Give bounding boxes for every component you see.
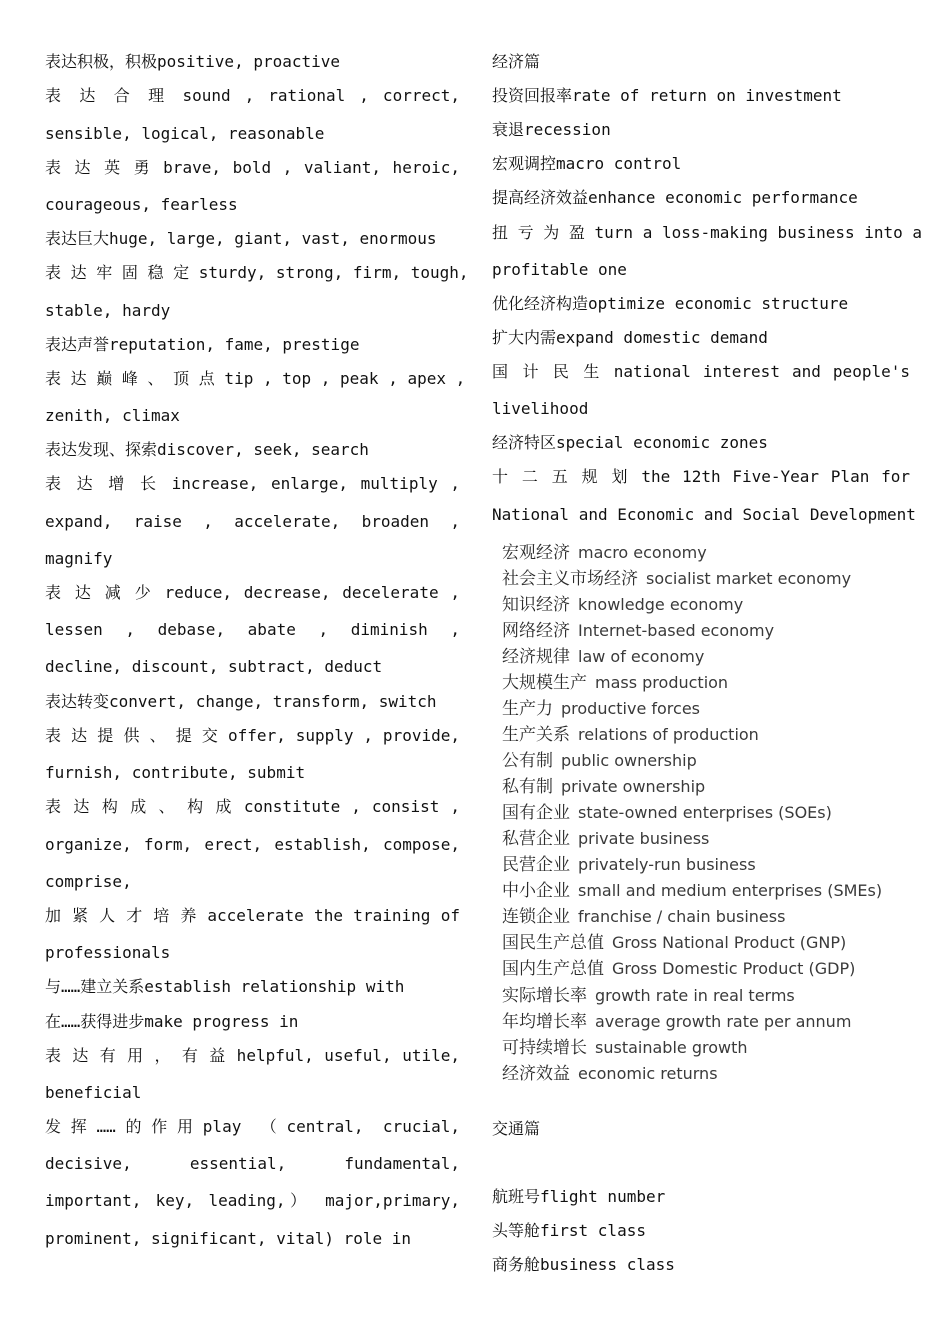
glossary-term-en: Gross National Product (GNP)	[612, 933, 847, 952]
text-line: prominent, significant, vital) role in	[45, 1229, 412, 1248]
text-line: 表 达 提 供 、 提 交 offer, supply , provide,	[45, 726, 460, 745]
glossary-term-zh: 私营企业	[502, 829, 570, 849]
glossary-term-en: mass production	[595, 673, 729, 692]
glossary-row	[502, 750, 697, 772]
text-line: zenith, climax	[45, 406, 180, 425]
glossary-row	[502, 1037, 747, 1059]
glossary-row	[502, 672, 728, 694]
glossary-term-en: macro economy	[578, 543, 707, 562]
glossary-term-zh: 民营企业	[502, 855, 570, 875]
text-line: 表达积极，积极positive, proactive	[45, 52, 341, 71]
text-line: 国 计 民 生 national interest and people's	[492, 362, 910, 381]
text-line: 表 达 构 成 、 构 成 constitute , consist ,	[45, 797, 460, 816]
glossary-term-en: knowledge economy	[578, 595, 744, 614]
text-line: 经济特区special economic zones	[492, 433, 768, 452]
text-line: 宏观调控macro control	[492, 154, 682, 173]
glossary-term-zh: 实际增长率	[502, 986, 587, 1006]
section-heading: 经济篇	[492, 52, 541, 71]
glossary-row	[502, 802, 832, 824]
text-line: professionals	[45, 943, 171, 962]
glossary-term-en: sustainable growth	[595, 1038, 748, 1057]
text-line: lessen , debase, abate , diminish ,	[45, 620, 460, 639]
text-line: comprise,	[45, 872, 132, 891]
glossary-term-en: private business	[578, 829, 710, 848]
text-line: stable, hardy	[45, 301, 171, 320]
glossary-term-zh: 国民生产总值	[502, 933, 604, 953]
glossary-term-zh: 中小企业	[502, 881, 570, 901]
text-line: 表达巨大huge, large, giant, vast, enormous	[45, 229, 437, 248]
glossary-row	[502, 985, 795, 1007]
text-line: 表 达 巅 峰 、 顶 点 tip , top , peak , apex ,	[45, 369, 466, 388]
glossary-term-en: relations of production	[578, 725, 759, 744]
glossary-row	[502, 646, 704, 668]
text-line: 发挥……的作用play （central, crucial,	[45, 1117, 460, 1136]
glossary-term-en: socialist market economy	[646, 569, 852, 588]
section-heading: 交通篇	[492, 1119, 541, 1138]
glossary-row	[502, 542, 707, 564]
glossary-term-en: economic returns	[578, 1064, 718, 1083]
glossary-row	[502, 594, 743, 616]
glossary-row	[502, 1063, 718, 1085]
text-line: 投资回报率rate of return on investment	[492, 86, 842, 105]
text-line: decline, discount, subtract, deduct	[45, 657, 383, 676]
glossary-term-zh: 宏观经济	[502, 543, 570, 563]
text-line: 商务舱business class	[492, 1255, 675, 1274]
glossary-row	[502, 724, 759, 746]
glossary-term-zh: 知识经济	[502, 595, 570, 615]
glossary-term-zh: 国有企业	[502, 803, 570, 823]
text-line: 优化经济构造optimize economic structure	[492, 294, 849, 313]
glossary-term-en: franchise / chain business	[578, 907, 786, 926]
glossary-term-en: law of economy	[578, 647, 705, 666]
text-line: 十 二 五 规 划 the 12th Five-Year Plan for	[492, 467, 910, 486]
glossary-term-en: Internet-based economy	[578, 621, 775, 640]
text-line: courageous, fearless	[45, 195, 238, 214]
glossary-term-en: growth rate in real terms	[595, 986, 795, 1005]
text-line: 表 达 增 长 increase, enlarge, multiply ,	[45, 474, 460, 493]
glossary-term-en: public ownership	[561, 751, 697, 770]
text-line: National and Economic and Social Development	[492, 505, 916, 524]
glossary-row	[502, 932, 846, 954]
glossary-term-zh: 国内生产总值	[502, 959, 604, 979]
glossary-term-zh: 私有制	[502, 777, 553, 797]
text-line: 表 达 英 勇 brave, bold , valiant, heroic,	[45, 158, 460, 177]
glossary-term-zh: 生产力	[502, 699, 553, 719]
glossary-term-en: private ownership	[561, 777, 706, 796]
text-line: 表 达 合 理 sound , rational , correct,	[45, 86, 460, 105]
text-line: 表达声誉reputation, fame, prestige	[45, 335, 360, 354]
text-line: 表 达 牢 固 稳 定 sturdy, strong, firm, tough,	[45, 263, 469, 282]
glossary-term-en: privately-run business	[578, 855, 756, 874]
glossary-row	[502, 776, 705, 798]
glossary-term-zh: 网络经济	[502, 621, 570, 641]
text-line: beneficial	[45, 1083, 142, 1102]
text-line: expand, raise , accelerate, broaden ,	[45, 512, 460, 531]
text-line: furnish, contribute, submit	[45, 763, 306, 782]
glossary-term-en: small and medium enterprises (SMEs)	[578, 881, 883, 900]
glossary-term-zh: 经济规律	[502, 647, 570, 667]
text-line: 与……建立关系establish relationship with	[45, 977, 405, 996]
glossary-term-en: Gross Domestic Product (GDP)	[612, 959, 856, 978]
glossary-term-en: average growth rate per annum	[595, 1012, 852, 1031]
glossary-row	[502, 620, 774, 642]
glossary-term-zh: 年均增长率	[502, 1012, 587, 1032]
glossary-term-zh: 大规模生产	[502, 673, 587, 693]
text-line: 提高经济效益enhance economic performance	[492, 188, 858, 207]
text-line: 表达转变convert, change, transform, switch	[45, 692, 437, 711]
text-line: 表 达 减 少 reduce, decrease, decelerate ,	[45, 583, 460, 602]
text-line: 航班号flight number	[492, 1187, 666, 1206]
glossary-term-zh: 社会主义市场经济	[502, 569, 638, 589]
text-line: 加 紧 人 才 培 养 accelerate the training of	[45, 906, 460, 925]
glossary-row	[502, 1011, 851, 1033]
text-line: decisive, essential, fundamental,	[45, 1154, 460, 1173]
glossary-term-zh: 经济效益	[502, 1064, 570, 1084]
text-line: 在……获得进步make progress in	[45, 1012, 299, 1031]
text-line: important, key, leading,） major,primary,	[45, 1191, 460, 1210]
glossary-row	[502, 568, 851, 590]
text-line: profitable one	[492, 260, 627, 279]
glossary-row	[502, 698, 700, 720]
glossary-term-en: productive forces	[561, 699, 701, 718]
text-line: 扩大内需expand domestic demand	[492, 328, 768, 347]
text-line: 表达发现、探索discover, seek, search	[45, 440, 369, 459]
glossary-term-zh: 生产关系	[502, 725, 570, 745]
text-line: 头等舱first class	[492, 1221, 646, 1240]
glossary-term-zh: 公有制	[502, 751, 553, 771]
text-line: sensible, logical, reasonable	[45, 124, 325, 143]
text-line: organize, form, erect, establish, compose,	[45, 835, 460, 854]
glossary-row	[502, 880, 882, 902]
glossary-term-en: state-owned enterprises (SOEs)	[578, 803, 832, 822]
text-line: 表 达 有 用 ， 有 益 helpful, useful, utile,	[45, 1046, 460, 1065]
text-line: magnify	[45, 549, 113, 568]
glossary-row	[502, 958, 855, 980]
glossary-row	[502, 828, 709, 850]
glossary-row	[502, 906, 785, 928]
text-line: livelihood	[492, 399, 589, 418]
text-line: 衰退recession	[492, 120, 611, 139]
glossary-term-zh: 可持续增长	[502, 1038, 587, 1058]
glossary-term-zh: 连锁企业	[502, 907, 570, 927]
text-line: 扭 亏 为 盈 turn a loss-making business into a	[492, 223, 923, 242]
glossary-row	[502, 854, 756, 876]
